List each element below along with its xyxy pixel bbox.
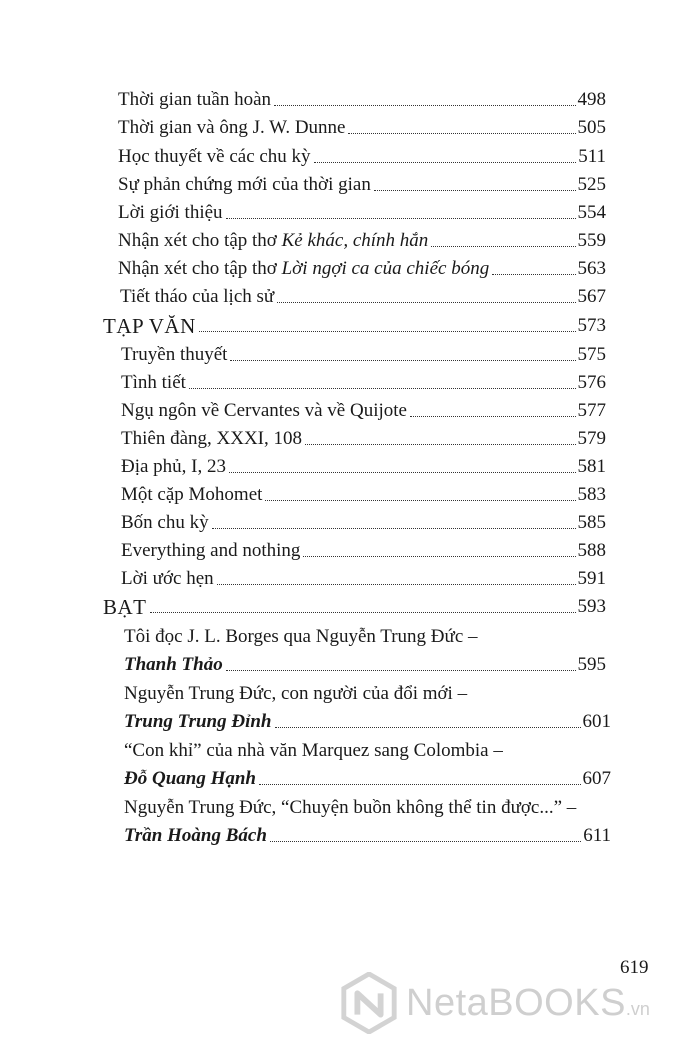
afterword-entry-title: Tôi đọc J. L. Borges qua Nguyễn Trung Đức – [124,626,478,647]
section-heading-bat [103,596,606,618]
toc-entry-page: 581 [577,456,606,477]
toc-entry-page: 585 [577,512,606,533]
afterword-entry-title: Nguyễn Trung Đức, “Chuyện buồn không thể tin được...” – [124,797,577,818]
toc-entry-italic-title: Kẻ khác, chính hắn [281,230,429,251]
toc-entry-title: Everything and nothing [121,540,301,561]
afterword-entry [124,825,611,847]
toc-entry [118,146,606,168]
afterword-entry [124,654,606,676]
toc-entry [121,540,606,562]
section-heading-tap-van [103,315,606,337]
toc-entry-page: 583 [577,484,606,505]
leader-dots [348,132,575,134]
leader-dots [303,555,575,557]
toc-entry-title: Bốn chu kỳ [121,512,209,533]
toc-entry-title: Tiết tháo của lịch sử [120,286,275,307]
toc-entry-page: 554 [577,202,606,223]
toc-entry-title: Nhận xét cho tập thơ Lời ngợi ca của chiếc bóng [118,258,490,279]
toc-entry-title: Thời gian và ông J. W. Dunne [118,117,346,138]
toc-entry [121,512,606,534]
toc-entry-title: Nhận xét cho tập thơ Kẻ khác, chính hắn [118,230,429,251]
leader-dots [410,415,576,417]
toc-entry [118,202,606,224]
toc-entry-page: 591 [577,568,606,589]
toc-entry [121,344,606,366]
toc-entry-page: 505 [577,117,606,138]
toc-entry [121,568,606,590]
afterword-author: Trung Trung Đỉnh [124,711,272,732]
toc-entry-title: Địa phủ, I, 23 [121,456,227,477]
leader-dots [305,443,576,445]
netabooks-logo-icon [338,972,400,1034]
afterword-entry-title: Nguyễn Trung Đức, con người của đổi mới – [124,683,468,704]
toc-entry [118,174,606,196]
leader-dots [212,527,576,529]
toc-entry-title: Thời gian tuần hoàn [118,89,272,110]
toc-entry-page: 559 [577,230,606,251]
toc-entry-page: 579 [577,428,606,449]
toc-entry [121,484,606,506]
toc-entry-page: 567 [577,286,606,307]
toc-entry-page: 576 [577,372,606,393]
leader-dots [199,330,576,332]
afterword-author: Đỗ Quang Hạnh [124,768,256,789]
toc-entry-page: 611 [583,825,611,846]
leader-dots [374,189,576,191]
toc-entry-title: Lời ước hẹn [121,568,214,589]
toc-entry-italic-title: Lời ngợi ca của chiếc bóng [281,258,490,279]
toc-entry [121,372,606,394]
toc-entry [118,89,606,111]
leader-dots [431,245,575,247]
leader-dots [217,583,576,585]
section-title: BẠT [103,595,147,619]
leader-dots [150,611,576,613]
leader-dots [265,499,575,501]
toc-entry [121,456,606,478]
watermark-logo [338,968,688,1038]
leader-dots [230,359,575,361]
toc-entry [121,428,606,450]
toc-entry-page: 595 [577,654,606,675]
toc-entry-page: 588 [577,540,606,561]
toc-entry [118,117,606,139]
section-title: TẠP VĂN [103,314,196,338]
toc-entry [120,286,606,308]
toc-entry [118,258,606,280]
toc-entry-title: Một cặp Mohomet [121,484,263,505]
toc-entry-page: 601 [582,711,611,732]
leader-dots [229,471,575,473]
leader-dots [492,273,575,275]
afterword-author: Thanh Thảo [124,654,223,675]
toc-entry-page: 577 [577,400,606,421]
leader-dots [314,161,577,163]
leader-dots [274,104,575,106]
afterword-entry [124,768,611,790]
toc-entry-page: 511 [578,146,606,167]
toc-entry-page: 575 [577,344,606,365]
watermark-text: NetaBOOKS [406,981,626,1024]
afterword-entry-title: “Con khỉ” của nhà văn Marquez sang Colombia – [124,740,503,761]
leader-dots [277,301,575,303]
toc-entry-title: Lời giới thiệu [118,202,223,223]
watermark-suffix: .vn [625,999,650,1019]
section-page: 573 [577,315,606,336]
leader-dots [270,840,581,842]
leader-dots [226,669,576,671]
leader-dots [226,217,576,219]
toc-entry-title: Thiên đàng, XXXI, 108 [121,428,302,449]
toc-entry-title: Truyền thuyết [121,344,228,365]
toc-entry-title: Sự phản chứng mới của thời gian [118,174,371,195]
leader-dots [275,726,581,728]
leader-dots [189,387,576,389]
toc-entry-page: 607 [582,768,611,789]
toc-entry-page: 498 [577,89,606,110]
toc-entry [118,230,606,252]
page-number: 619 [620,957,649,978]
afterword-author: Trần Hoàng Bách [124,825,267,846]
toc-entry-title: Tình tiết [121,372,186,393]
afterword-entry [124,711,611,733]
toc-entry-page: 563 [577,258,606,279]
toc-entry-title: Học thuyết về các chu kỳ [118,146,311,167]
section-page: 593 [577,596,606,617]
toc-entry [121,400,606,422]
toc-entry-page: 525 [577,174,606,195]
toc-entry-title: Ngụ ngôn về Cervantes và về Quijote [121,400,407,421]
leader-dots [259,783,581,785]
